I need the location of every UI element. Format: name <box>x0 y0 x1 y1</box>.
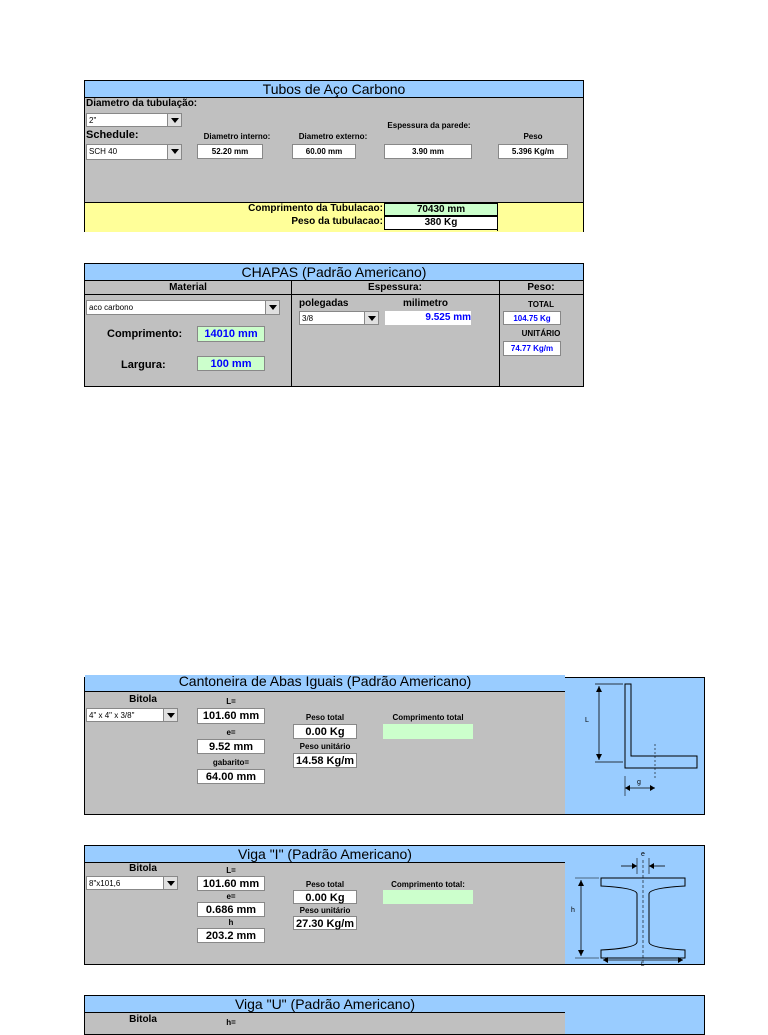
i-beam-h-label: h <box>571 907 575 914</box>
viga-u-title: Viga "U" (Padrão Americano) <box>85 996 565 1013</box>
material-select[interactable] <box>86 300 280 315</box>
cantoneira-diagram <box>565 677 705 815</box>
peso-tub-value: 380 Kg <box>384 216 498 230</box>
espessura-value: 3.90 mm <box>384 144 472 159</box>
diametro-select[interactable] <box>86 113 182 127</box>
viga-i-bitola-select[interactable] <box>86 876 178 890</box>
cantoneira-title: Cantoneira de Abas Iguais (Padrão Americano) <box>85 675 565 692</box>
viga-i-peso-total-value: 0.00 Kg <box>293 890 357 904</box>
viga-i-comp-total-label: Comprimento total: <box>391 880 465 889</box>
milimetro-value: 9.525 mm <box>385 311 471 325</box>
tubos-footer-divider <box>497 202 498 231</box>
chevron-down-icon[interactable] <box>163 877 177 889</box>
viga-u-panel <box>84 995 566 1035</box>
cantoneira-peso-unit-label: Peso unitário <box>299 742 351 751</box>
cantoneira-bitola-label: Bitola <box>129 694 157 705</box>
viga-i-comp-total-input[interactable] <box>383 890 473 904</box>
viga-i-peso-unit-value: 27.30 Kg/m <box>293 916 357 930</box>
cantoneira-comp-total-label: Comprimento total <box>392 713 464 722</box>
viga-i-title: Viga "I" (Padrão Americano) <box>85 846 565 863</box>
diam-int-value: 52.20 mm <box>197 144 263 159</box>
cantoneira-peso-total-value: 0.00 Kg <box>293 724 357 739</box>
tubos-panel <box>84 80 584 232</box>
viga-i-panel <box>84 845 566 965</box>
i-beam-l-label: L <box>641 962 645 966</box>
viga-i-bitola-label: Bitola <box>129 863 157 874</box>
chevron-down-icon[interactable] <box>265 301 279 314</box>
peso-tub-label: Peso da tubulacao: <box>291 216 383 227</box>
diametro-value: 2" <box>89 116 97 125</box>
cantoneira-comp-total-input[interactable] <box>383 724 473 739</box>
schedule-select[interactable] <box>86 144 182 160</box>
unitario-value: 74.77 Kg/m <box>503 341 561 356</box>
viga-i-peso-total-label: Peso total <box>305 880 345 889</box>
polegadas-label: polegadas <box>299 298 349 309</box>
diam-int-label: Diametro interno: <box>203 132 271 141</box>
peso-label: Peso <box>523 132 543 141</box>
schedule-label: Schedule: <box>86 129 139 141</box>
schedule-value: SCH 40 <box>89 147 118 156</box>
espessura-label: Espessura da parede: <box>387 121 471 130</box>
comprimento-tub-value[interactable]: 70430 mm <box>384 203 498 216</box>
material-value: aco carbono <box>89 303 134 312</box>
total-label: TOTAL <box>528 300 554 309</box>
viga-i-h-value: 203.2 mm <box>197 928 265 943</box>
chapas-title: CHAPAS (Padrão Americano) <box>85 264 583 281</box>
tubos-title: Tubos de Aço Carbono <box>85 81 583 98</box>
cantoneira-bitola-select[interactable] <box>86 708 178 722</box>
total-value: 104.75 Kg <box>503 311 561 325</box>
viga-i-e-label: e= <box>226 892 236 901</box>
viga-u-bitola-label: Bitola <box>129 1014 157 1025</box>
comprimento-label: Comprimento: <box>107 328 183 340</box>
viga-u-diagram <box>565 995 705 1035</box>
espessura-header: Espessura: <box>368 282 422 293</box>
viga-i-e-value: 0.686 mm <box>197 902 265 917</box>
cantoneira-gabarito-label: gabarito= <box>212 758 250 767</box>
chevron-down-icon[interactable] <box>167 145 181 159</box>
diam-ext-label: Diametro externo: <box>298 132 368 141</box>
viga-i-diagram <box>565 845 705 965</box>
viga-i-l-label: L= <box>226 866 236 875</box>
cantoneira-panel <box>84 673 566 815</box>
comprimento-tub-label: Comprimento da Tubulacao: <box>248 203 383 214</box>
cantoneira-e-label: e= <box>226 728 236 737</box>
viga-u-h-label: h= <box>226 1018 236 1027</box>
unitario-label: UNITÁRIO <box>521 329 561 338</box>
viga-i-h-label: h <box>228 918 234 927</box>
viga-i-peso-unit-label: Peso unitário <box>299 906 351 915</box>
polegadas-value: 3/8 <box>302 314 314 323</box>
chevron-down-icon[interactable] <box>167 114 181 126</box>
chevron-down-icon[interactable] <box>163 709 177 721</box>
cantoneira-gabarito-value: 64.00 mm <box>197 769 265 784</box>
material-header: Material <box>169 282 207 293</box>
i-beam-e-label: e <box>641 851 645 858</box>
largura-label: Largura: <box>121 359 166 371</box>
cantoneira-l-value: 101.60 mm <box>197 708 265 724</box>
cantoneira-e-value: 9.52 mm <box>197 739 265 754</box>
angle-g-label: g <box>637 779 641 786</box>
chapas-divider-1 <box>291 281 292 386</box>
peso-header: Peso: <box>527 282 555 293</box>
cantoneira-peso-total-label: Peso total <box>305 713 345 722</box>
chapas-panel <box>84 263 584 387</box>
cantoneira-bitola-value: 4" x 4" x 3/8" <box>89 711 135 720</box>
comprimento-input[interactable]: 14010 mm <box>197 326 265 342</box>
angle-profile-drawing <box>565 678 705 816</box>
i-beam-drawing <box>565 846 705 966</box>
cantoneira-peso-unit-value: 14.58 Kg/m <box>293 753 357 768</box>
viga-i-bitola-value: 8"x101,6 <box>89 879 121 888</box>
milimetro-label: milimetro <box>403 298 449 309</box>
cantoneira-l-label: L= <box>226 697 236 706</box>
largura-input[interactable]: 100 mm <box>197 356 265 371</box>
angle-l-label: L <box>585 717 589 724</box>
diametro-label: Diametro da tubulação: <box>86 98 198 109</box>
chevron-down-icon[interactable] <box>364 312 378 324</box>
viga-i-l-value: 101.60 mm <box>197 876 265 891</box>
diam-ext-value: 60.00 mm <box>292 144 356 159</box>
peso-value: 5.396 Kg/m <box>498 144 568 159</box>
polegadas-select[interactable] <box>299 311 379 325</box>
